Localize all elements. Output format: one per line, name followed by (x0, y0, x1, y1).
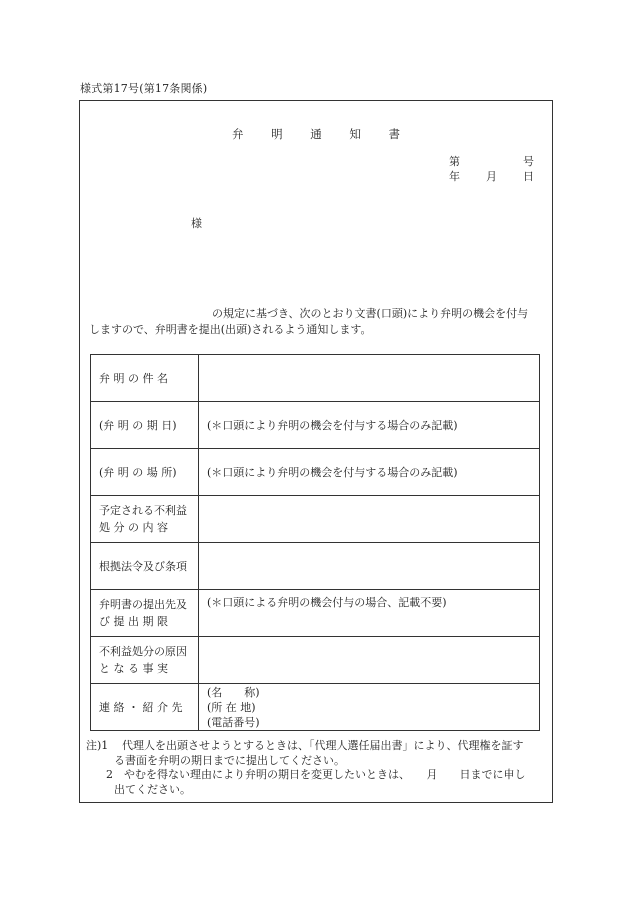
document-title: 弁 明 通 知 書 (231, 127, 401, 141)
document-date (449, 169, 534, 184)
form-id: 様式第17号(第17条関係) (80, 82, 208, 95)
row-label: 根拠法令及び条項 (91, 543, 199, 590)
note-1-cont: る書面を弁明の期日までに提出してください。 (114, 753, 345, 767)
body-line-2: しますので、弁明書を提出(出頭)されるよう通知します。 (89, 323, 372, 336)
date-month: 月 (486, 170, 497, 183)
row-label: 弁 明 の 件 名 (91, 355, 199, 402)
row-label: (弁 明 の 場 所) (91, 449, 199, 496)
addressee: 様 (191, 217, 202, 230)
body-line-1: の規定に基づき、次のとおり文書(口頭)により弁明の機会を付与 (212, 307, 529, 320)
note-1: 注)1 代理人を出頭させようとするときは、「代理人選任届出書」により、代理権を証す (86, 739, 524, 752)
date-year: 年 (449, 170, 460, 183)
document-number (449, 154, 534, 169)
table-row (91, 449, 540, 496)
notes (86, 739, 544, 797)
notice-body (89, 306, 545, 338)
contact-value (199, 684, 540, 731)
table-row (91, 543, 540, 590)
row-value (199, 637, 540, 684)
row-value (199, 355, 540, 402)
date-day: 日 (523, 170, 534, 183)
row-value (199, 496, 540, 543)
row-label: 連 絡 ・ 紹 介 先 (91, 684, 199, 731)
row-label: 不利益処分の原因 と な る 事 実 (91, 637, 199, 684)
table-row (91, 402, 540, 449)
table-row (91, 496, 540, 543)
table-row (91, 684, 540, 731)
notice-table (90, 354, 540, 731)
row-label: (弁 明 の 期 日) (91, 402, 199, 449)
table-row (91, 355, 540, 402)
number-suffix: 号 (523, 155, 534, 168)
note-2-cont: 出てください。 (114, 782, 191, 796)
notice-frame (79, 100, 553, 803)
row-value: (＊口頭により弁明の機会を付与する場合のみ記載) (199, 402, 540, 449)
note-2: 2 やむを得ない理由により弁明の期日を変更したいときは、 月 日までに申し (106, 768, 526, 781)
contact-phone: (電話番号) (207, 716, 260, 729)
contact-address: (所 在 地) (207, 701, 256, 714)
row-value (199, 543, 540, 590)
table-row (91, 637, 540, 684)
contact-name: (名 称) (207, 686, 260, 699)
table-row (91, 590, 540, 637)
row-label: 弁明書の提出先及 び 提 出 期 限 (91, 590, 199, 637)
row-value: (＊口頭により弁明の機会を付与する場合のみ記載) (199, 449, 540, 496)
row-value: (＊口頭による弁明の機会付与の場合、記載不要) (199, 590, 540, 637)
row-label: 予定される不利益 処 分 の 内 容 (91, 496, 199, 543)
number-prefix: 第 (449, 155, 460, 168)
